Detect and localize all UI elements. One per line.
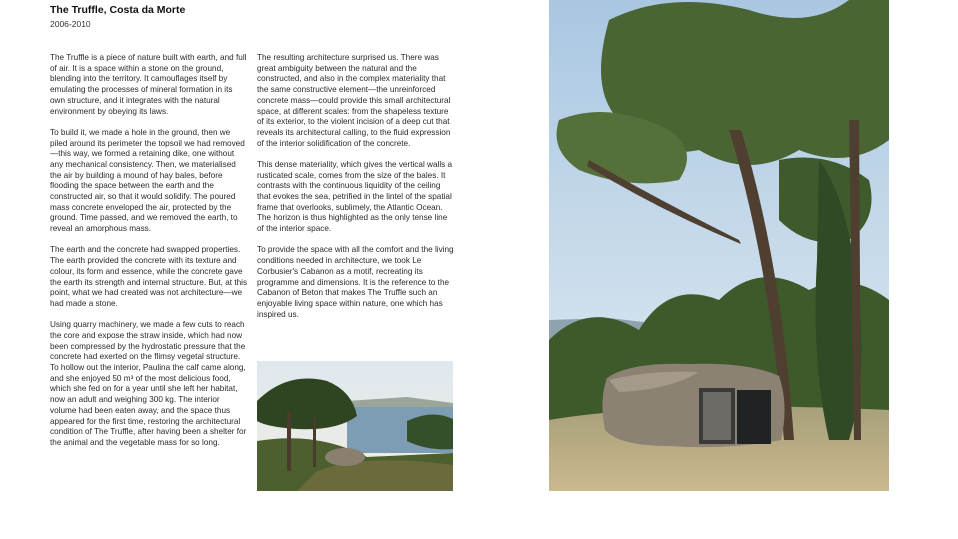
paragraph: This dense materiality, which gives the vertical walls a rusticated scale, comes from the size of the bales. It contrasts with the continuous liquidity of the ceiling that evokes the sea, petrified in the lintel of the spatial frame that overlooks, sublimely, the Atlantic Ocean. The horizon is thus highlighted as the only tense line of the interior space.: [257, 159, 453, 234]
text-column-left: [50, 53, 248, 459]
paragraph: The Truffle is a piece of nature built with earth, and full of air. It is a space within a stone on the ground, blending into the territory. It camouflages itself by emulating the processes of mineral formation in its own structure, and it integrates with the natural environment by obeying its laws.: [50, 53, 247, 116]
paragraph: Using quarry machinery, we made a few cuts to reach the core and expose the straw inside, which had now been compressed by the hydrostatic pressure that the concrete had exerted on the flimsy vegetal structure. To hollow out the interior, Paulina the calf came along, and she enjoyed 50 m³ of the most delicious food, which she fed on for a year until she left her habitat, now an adult and weighing 300 kg. The interior volume had been eaten away, and the space thus appeared for the first time, restoring the architectural condition of The Truffle, after having been a shelter for the animal and the vegetable mass for so long.: [50, 320, 247, 447]
text-column-right: [257, 53, 455, 331]
truffle-photo: [549, 0, 889, 491]
paragraph: To build it, we made a hole in the ground, then we piled around its perimeter the topsoil we had removed—this way, we formed a retaining dike, one without any mechanical consistency. Then, we materialised the air by building a mound of hay bales, before flooding the space between the earth and the constructed air, so that it would solidify. The poured mass concrete enveloped the air, protected by the ground. Time passed, and we removed the earth, to reveal an amorphous mass.: [50, 127, 245, 234]
truffle-photo-image: [549, 0, 889, 491]
paragraph: To provide the space with all the comfort and the living conditions needed in architecture, we took Le Corbusier's Cabanon as a motif, recreating its programme and dimensions. It is the reference to the Cabanon of Beton that makes The Truffle such an enjoyable living space within nature, one which has inspired us.: [257, 245, 454, 319]
coast-photo: [257, 361, 453, 491]
paragraph: The earth and the concrete had swapped properties. The earth provided the concrete with its texture and colour, its form and essence, while the concrete gave the earth its strength and internal structure. But, at this point, what we had created was not architecture—we had made a stone.: [50, 245, 248, 308]
page-title: The Truffle, Costa da Morte: [50, 4, 186, 16]
paragraph: The resulting architecture surprised us. There was great ambiguity between the natural and the constructed, and also in the complex materiality that the same constructive element—the unreinforced concrete mass—could provide this small architectural space, at different scales: from the shapeless texture of its exterior, to the violent incision of a deep cut that reveals its architectural calling, to the fluid expression of the interior solidification of the concrete.: [257, 53, 451, 148]
project-years: 2006-2010: [50, 19, 91, 29]
coast-photo-image: [257, 361, 453, 491]
